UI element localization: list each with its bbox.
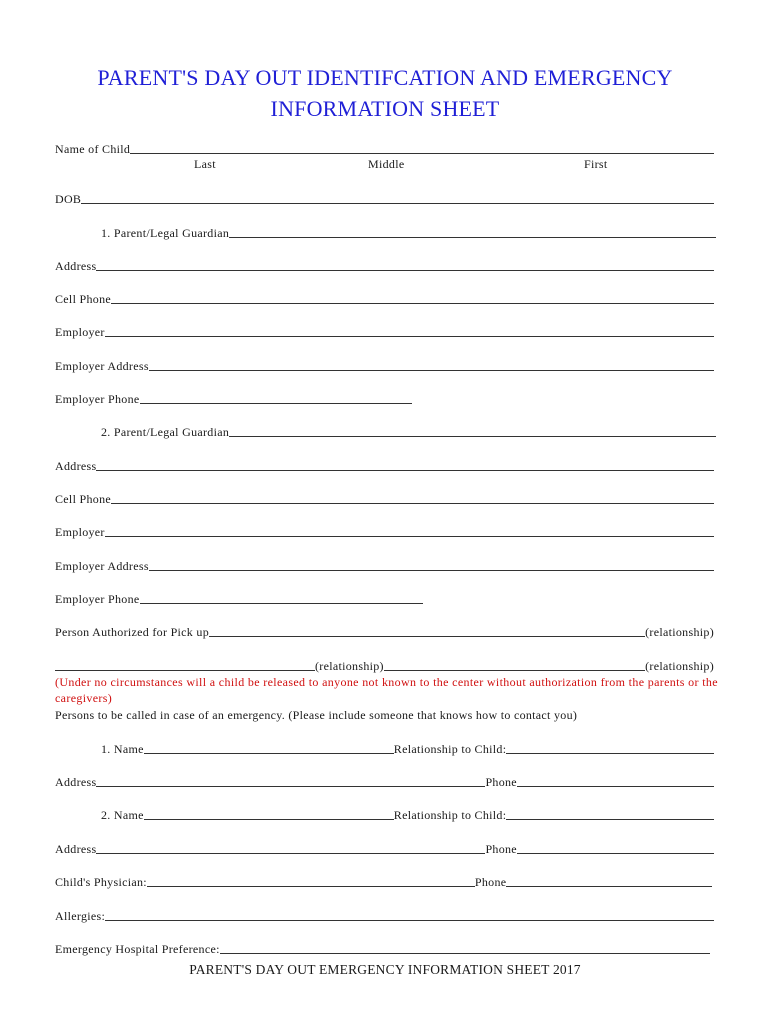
guardian1-employer-row <box>55 323 714 339</box>
guardian2-row <box>101 423 716 439</box>
physician-phone-label: Phone <box>474 875 507 889</box>
guardian1-label: 1. Parent/Legal Guardian <box>101 226 230 240</box>
guardian2-cell-row <box>55 490 714 506</box>
guardian1-field[interactable] <box>229 227 716 238</box>
form-title <box>0 62 770 124</box>
contact1-relationship-label: Relationship to Child: <box>393 742 507 756</box>
contact1-name-field[interactable] <box>144 743 394 754</box>
contact2-name-label: 2. Name <box>101 808 144 822</box>
hospital-field[interactable] <box>220 943 710 954</box>
contact1-address-row <box>55 773 714 789</box>
contact2-phone-field[interactable] <box>517 843 714 854</box>
title-line-2: INFORMATION SHEET <box>270 96 500 121</box>
pickup-label: Person Authorized for Pick up <box>55 625 210 639</box>
guardian1-cell-row <box>55 290 714 306</box>
guardian1-address-row <box>55 257 714 273</box>
guardian2-address-field[interactable] <box>96 460 714 471</box>
allergies-label: Allergies: <box>55 909 106 923</box>
guardian1-cell-label: Cell Phone <box>55 292 111 306</box>
contact1-phone-label: Phone <box>485 775 517 789</box>
contact2-phone-label: Phone <box>485 842 517 856</box>
guardian1-row <box>101 224 716 240</box>
hospital-label: Emergency Hospital Preference: <box>55 942 220 956</box>
guardian1-employer-phone-label: Employer Phone <box>55 392 140 406</box>
emergency-intro-row <box>55 706 714 722</box>
last-name-caption: Last <box>194 157 216 171</box>
guardian1-employer-label: Employer <box>55 325 105 339</box>
guardian2-cell-label: Cell Phone <box>55 492 111 506</box>
pickup-field[interactable] <box>209 626 645 637</box>
guardian2-address-label: Address <box>55 459 97 473</box>
dob-field[interactable] <box>81 193 714 204</box>
pickup-relationship-2-label: (relationship) <box>315 659 384 673</box>
contact1-relationship-field[interactable] <box>506 743 714 754</box>
contact2-address-label: Address <box>55 842 97 856</box>
allergies-field[interactable] <box>105 910 714 921</box>
guardian2-cell-field[interactable] <box>111 493 714 504</box>
middle-name-caption: Middle <box>368 157 405 171</box>
contact2-relationship-field[interactable] <box>506 809 714 820</box>
pickup-person-3-field[interactable] <box>384 660 645 671</box>
contact1-address-field[interactable] <box>96 776 485 787</box>
contact1-row <box>101 740 714 756</box>
pickup-row <box>55 623 714 639</box>
emergency-intro: Persons to be called in case of an emergency. (Please include someone that knows how to contact you) <box>55 708 578 722</box>
guardian2-address-row <box>55 457 714 473</box>
page-footer: PARENT'S DAY OUT EMERGENCY INFORMATION SHEET 2017 <box>189 962 581 977</box>
guardian2-employer-address-field[interactable] <box>149 560 714 571</box>
pickup-relationship-label: (relationship) <box>645 625 714 639</box>
guardian2-employer-phone-field[interactable] <box>140 593 423 604</box>
guardian1-employer-phone-row <box>55 390 714 406</box>
guardian1-cell-field[interactable] <box>111 293 714 304</box>
hospital-row <box>55 940 710 956</box>
guardian1-employer-field[interactable] <box>105 326 714 337</box>
dob-row <box>55 190 714 206</box>
release-warning: (Under no circumstances will a child be released to anyone not known to the center without authorization from the parents or the caregivers) <box>55 675 718 705</box>
guardian2-employer-phone-row <box>55 590 714 606</box>
guardian2-label: 2. Parent/Legal Guardian <box>101 425 230 439</box>
contact1-address-label: Address <box>55 775 97 789</box>
child-name-field[interactable] <box>130 143 714 154</box>
pickup-extra-row <box>55 657 714 673</box>
guardian2-field[interactable] <box>229 426 716 437</box>
guardian1-address-label: Address <box>55 259 97 273</box>
contact1-name-label: 1. Name <box>101 742 144 756</box>
dob-label: DOB <box>55 192 82 206</box>
contact2-relationship-label: Relationship to Child: <box>393 808 507 822</box>
guardian2-employer-label: Employer <box>55 525 105 539</box>
contact2-address-field[interactable] <box>96 843 485 854</box>
allergies-row <box>55 907 714 923</box>
pickup-person-2-field[interactable] <box>55 660 315 671</box>
child-name-row <box>55 140 714 156</box>
physician-row <box>55 873 712 889</box>
guardian1-employer-phone-field[interactable] <box>140 393 412 404</box>
physician-label: Child's Physician: <box>55 875 147 889</box>
contact2-name-field[interactable] <box>144 809 394 820</box>
guardian2-employer-phone-label: Employer Phone <box>55 592 140 606</box>
title-line-1: PARENT'S DAY OUT IDENTIFCATION AND EMERGENCY <box>97 65 673 90</box>
guardian2-employer-address-row <box>55 557 714 573</box>
contact2-address-row <box>55 840 714 856</box>
guardian1-employer-address-label: Employer Address <box>55 359 149 373</box>
physician-field[interactable] <box>147 876 475 887</box>
physician-phone-field[interactable] <box>506 876 712 887</box>
guardian2-employer-field[interactable] <box>105 526 714 537</box>
guardian1-address-field[interactable] <box>96 260 714 271</box>
guardian2-employer-row <box>55 523 714 539</box>
guardian2-employer-address-label: Employer Address <box>55 559 149 573</box>
pickup-relationship-3-label: (relationship) <box>645 659 714 673</box>
guardian1-employer-address-field[interactable] <box>149 360 714 371</box>
child-name-label: Name of Child <box>55 142 131 156</box>
first-name-caption: First <box>584 157 608 171</box>
contact2-row <box>101 806 714 822</box>
guardian1-employer-address-row <box>55 357 714 373</box>
contact1-phone-field[interactable] <box>517 776 714 787</box>
